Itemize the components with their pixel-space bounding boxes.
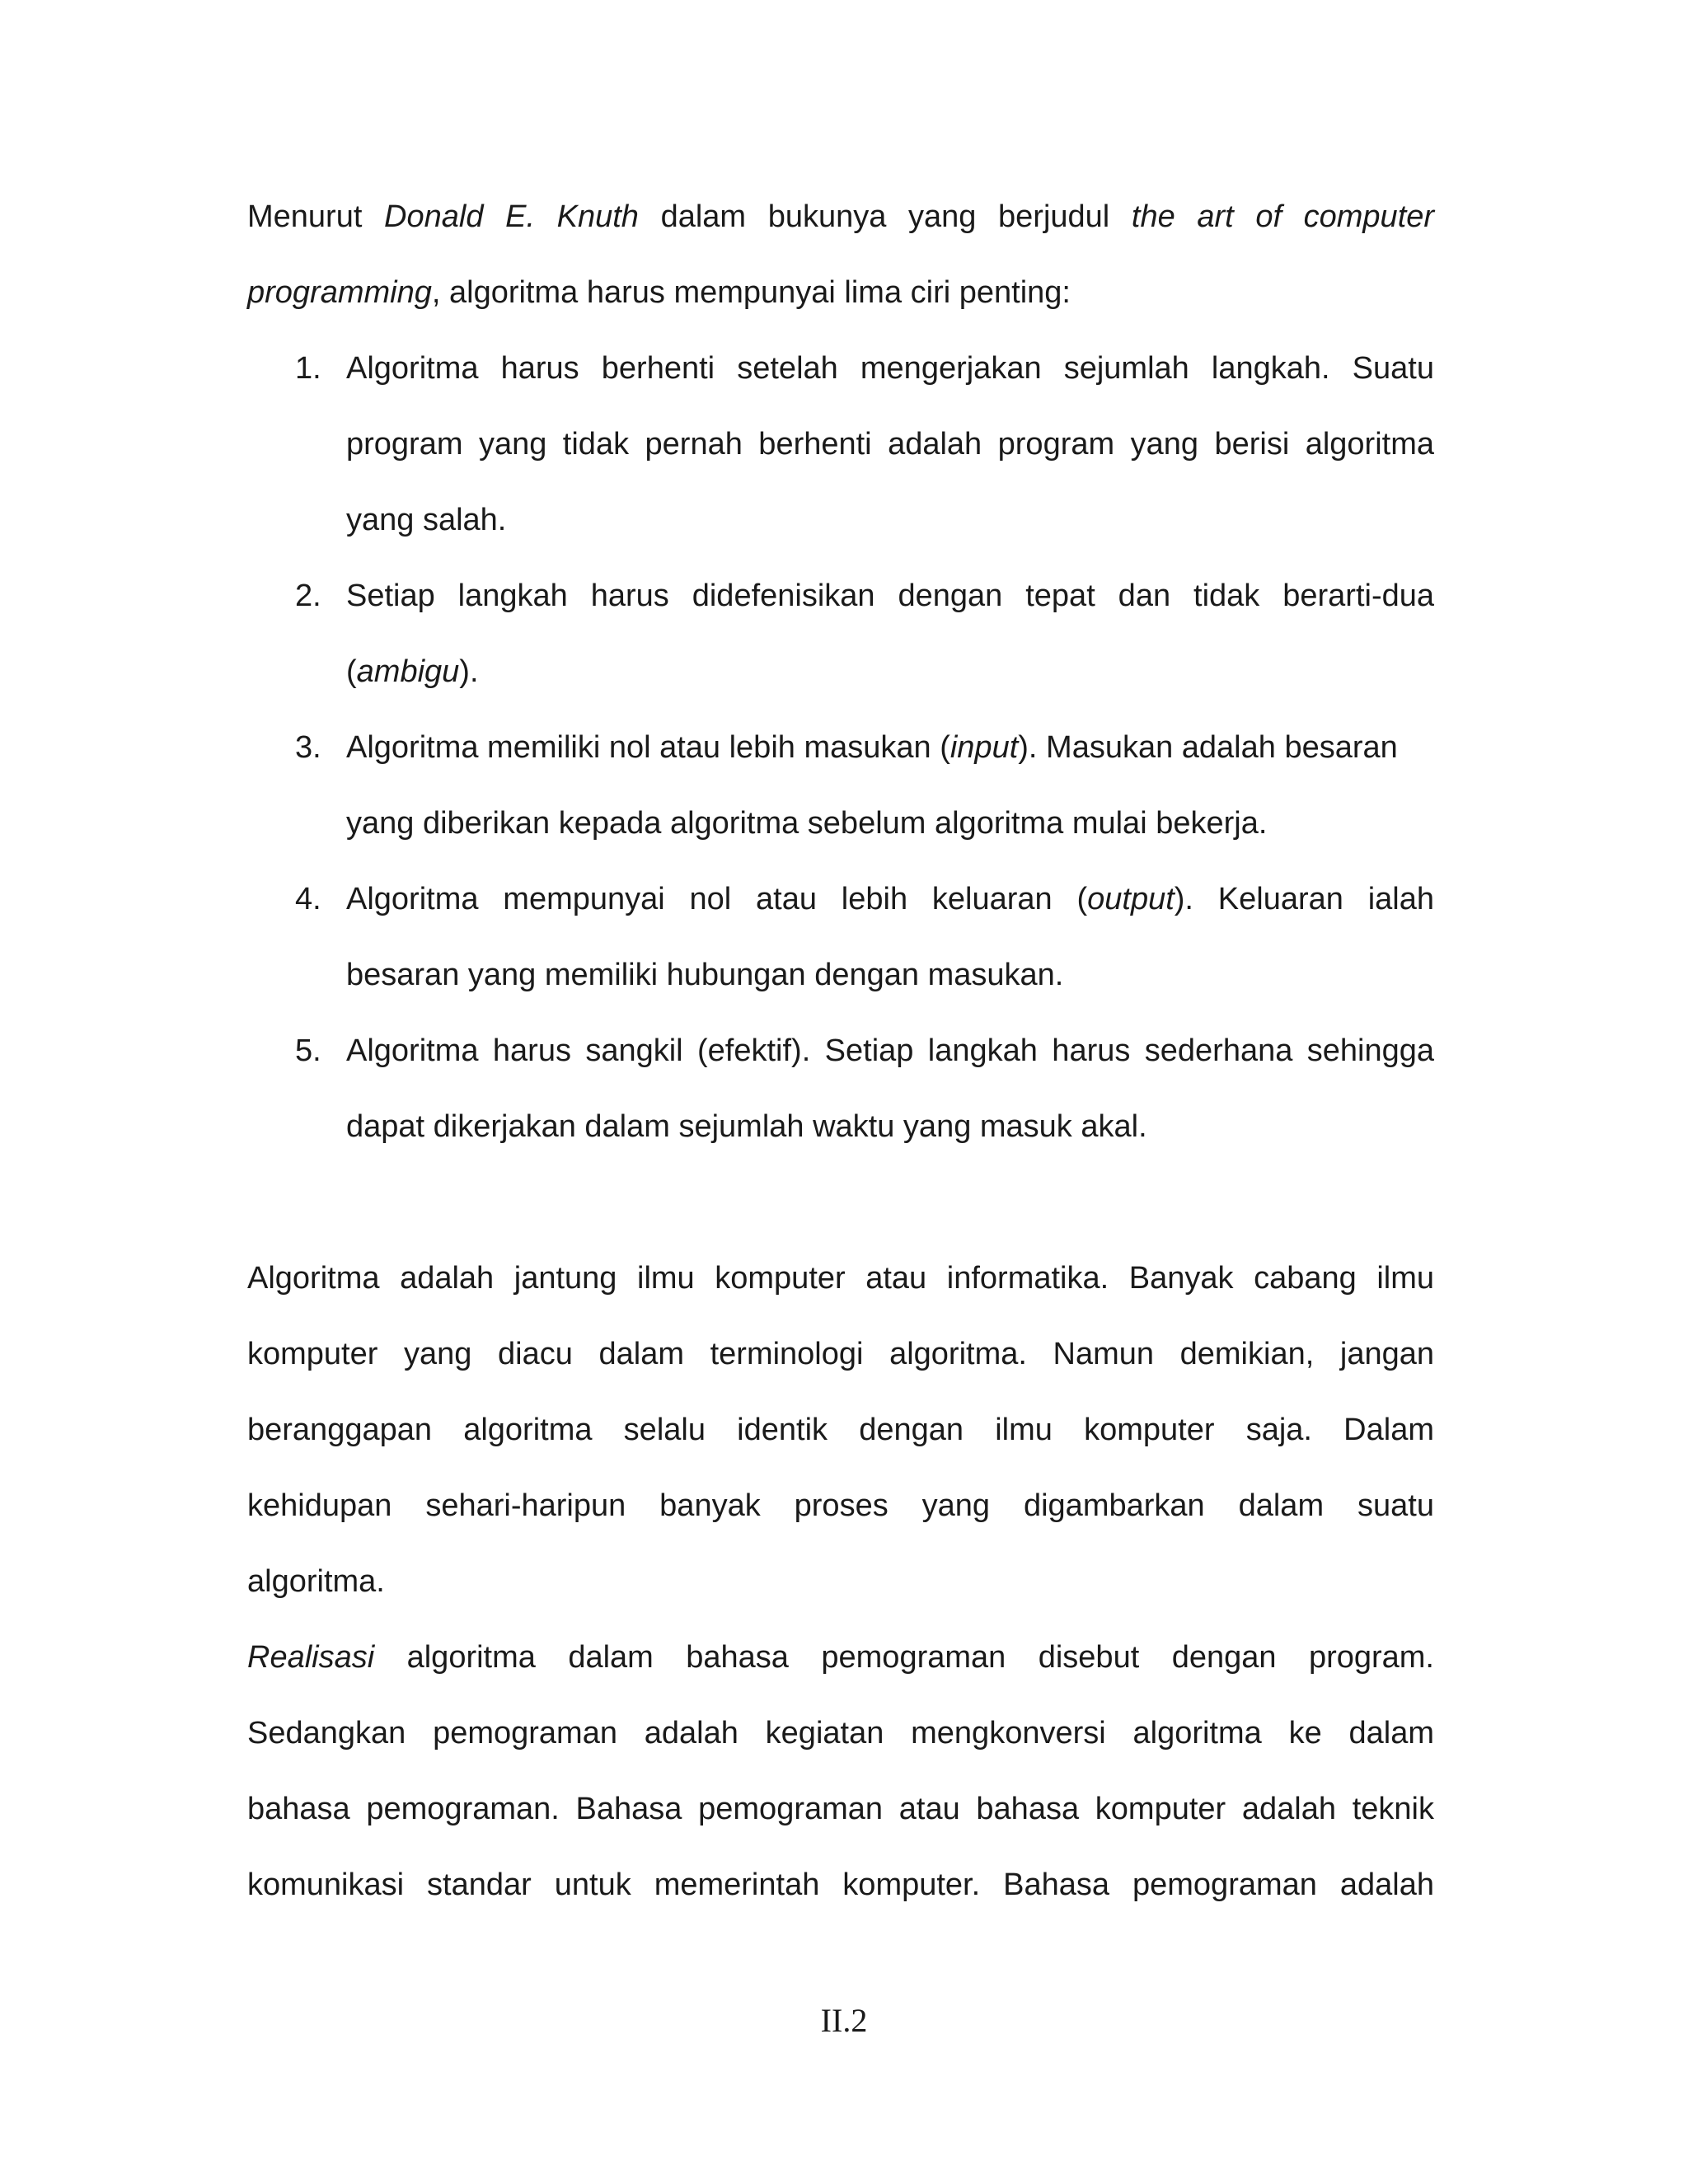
list-text: ). Masukan adalah besaran xyxy=(1018,730,1398,765)
intro-text: , algoritma harus mempunyai lima ciri penting: xyxy=(431,275,1071,310)
paragraph-line: Algoritma adalah jantung ilmu komputer atau informatika. Banyak cabang ilmu xyxy=(247,1261,1434,1296)
list-item-line: yang salah. xyxy=(346,503,507,537)
paragraph-line: bahasa pemograman. Bahasa pemograman atau bahasa komputer adalah teknik xyxy=(247,1792,1434,1826)
paren: ). xyxy=(459,654,479,689)
intro-text: dalam bukunya yang berjudul xyxy=(660,199,1110,234)
list-item-line xyxy=(346,653,1434,691)
paragraph-line: beranggapan algoritma selalu identik dengan ilmu komputer saja. Dalam xyxy=(247,1413,1434,1447)
term: Realisasi xyxy=(247,1640,375,1675)
intro-line-1 xyxy=(247,198,1434,236)
paragraph-line xyxy=(247,1638,1434,1676)
list-item-line xyxy=(346,880,1434,918)
intro-text: Menurut xyxy=(247,199,363,234)
list-item-line: Setiap langkah harus didefenisikan dengan tepat dan tidak berarti-dua xyxy=(346,579,1434,613)
list-number: 1. xyxy=(295,351,321,386)
paragraph-line: kehidupan sehari-haripun banyak proses yang digambarkan dalam suatu xyxy=(247,1488,1434,1523)
list-text: Algoritma memiliki nol atau lebih masukan ( xyxy=(346,730,950,765)
paragraph-line: komputer yang diacu dalam terminologi algoritma. Namun demikian, jangan xyxy=(247,1337,1434,1371)
paragraph-line: Sedangkan pemograman adalah kegiatan mengkonversi algoritma ke dalam xyxy=(247,1716,1434,1750)
list-number: 4. xyxy=(295,882,321,916)
intro-line-2 xyxy=(247,274,1434,312)
list-text: ). Keluaran ialah xyxy=(1174,882,1434,916)
paren: ( xyxy=(346,654,357,689)
list-number: 2. xyxy=(295,579,321,613)
paragraph-line: komunikasi standar untuk memerintah komputer. Bahasa pemograman adalah xyxy=(247,1868,1434,1902)
term: ambigu xyxy=(356,654,460,689)
list-item-line: yang diberikan kepada algoritma sebelum algoritma mulai bekerja. xyxy=(346,806,1268,841)
page-number: II.2 xyxy=(820,2002,868,2039)
book-title: the art of computer xyxy=(1131,199,1435,234)
list-item-line: Algoritma harus berhenti setelah mengerjakan sejumlah langkah. Suatu xyxy=(346,351,1434,386)
list-number: 5. xyxy=(295,1033,321,1068)
list-item-line xyxy=(346,729,1434,766)
term: input xyxy=(950,730,1019,765)
list-item-line: Algoritma harus sangkil (efektif). Setiap langkah harus sederhana sehingga xyxy=(346,1033,1434,1068)
paragraph-line: algoritma. xyxy=(247,1564,385,1599)
list-item-line: program yang tidak pernah berhenti adalah program yang berisi algoritma xyxy=(346,427,1434,462)
list-item-line: dapat dikerjakan dalam sejumlah waktu yang masuk akal. xyxy=(346,1109,1147,1144)
list-item-line: besaran yang memiliki hubungan dengan masukan. xyxy=(346,958,1064,992)
author-name: Donald E. Knuth xyxy=(384,199,639,234)
paragraph-text: algoritma dalam bahasa pemograman disebut dengan program. xyxy=(374,1640,1434,1675)
term: output xyxy=(1087,882,1175,916)
list-number: 3. xyxy=(295,730,321,765)
list-text: Algoritma mempunyai nol atau lebih keluaran ( xyxy=(346,882,1088,916)
book-title: programming xyxy=(247,275,432,310)
